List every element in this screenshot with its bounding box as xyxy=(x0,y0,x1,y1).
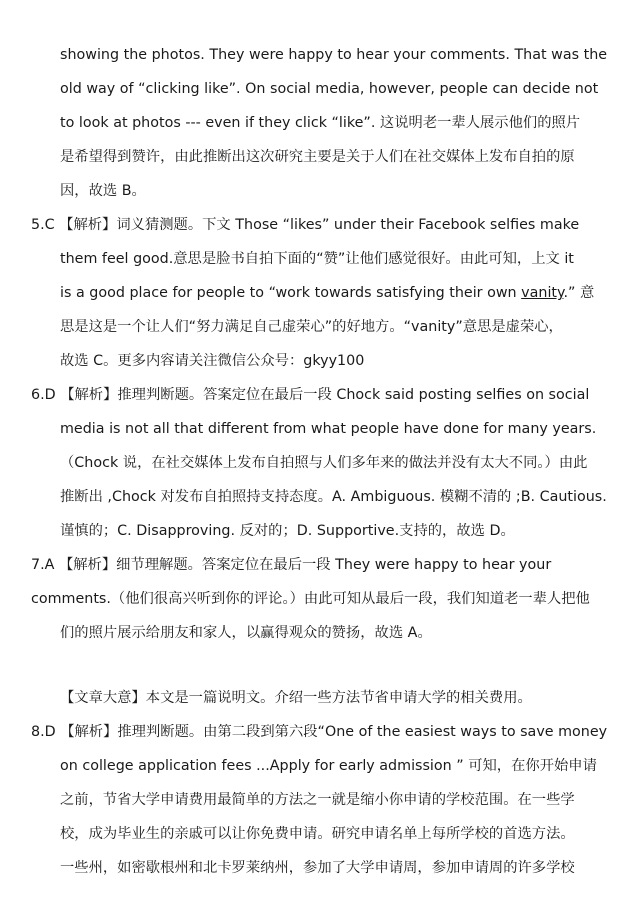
text-segment: .” 意 xyxy=(563,285,595,301)
text-line: showing the photos. They were happy to hear your comments. That was the xyxy=(60,47,608,63)
article-summary: 【文章大意】本文是一篇说明文。介绍一些方法节省申请大学的相关费用。 xyxy=(60,690,532,706)
answer-8-heading: 8.D 【解析】推理判断题。由第二段到第六段“One of the easiest ways to save money xyxy=(31,724,608,740)
text-line: 思是这是一个让人们“努力满足自己虚荣心”的好地方。“vanity”意思是虚荣心， xyxy=(60,319,563,335)
answer-7-heading: 7.A 【解析】细节理解题。答案定位在最后一段 They were happy to hear your xyxy=(31,557,552,573)
text-line: 校，成为毕业生的亲戚可以让你免费申请。研究申请名单上每所学校的首选方法。 xyxy=(60,826,575,842)
underlined-word: vanity xyxy=(521,285,564,301)
text-line: 们的照片展示给朋友和家人，以赢得观众的赞扬，故选 A。 xyxy=(60,625,432,641)
text-line: comments.（他们很高兴听到你的评论。）由此可知从最后一段，我们知道老一辈人把他 xyxy=(31,591,590,607)
text-segment: is a good place for people to “work towards satisfying their own xyxy=(60,285,522,301)
text-line: to look at photos --- even if they click “like”. 这说明老一辈人展示他们的照片 xyxy=(60,115,581,131)
text-line: 推断出 ,Chock 对发布自拍照持支持态度。A. Ambiguous. 模糊不清的 ;B. Cautious. xyxy=(60,489,607,505)
text-line: 谨慎的；C. Disapproving. 反对的；D. Supportive.支持的，故选 D。 xyxy=(60,523,515,539)
text-line: （Chock 说，在社交媒体上发布自拍照与人们多年来的做法并没有太大不同。）由此 xyxy=(60,455,588,471)
text-line: on college application fees ...Apply for early admission ” 可知，在你开始申请 xyxy=(60,758,597,774)
text-line: media is not all that different from what people have done for many years. xyxy=(60,421,597,437)
answer-5-heading: 5.C 【解析】词义猜测题。下文 Those “likes” under their Facebook selfies make xyxy=(31,217,580,233)
text-line: 之前，节省大学申请费用最简单的方法之一就是缩小你申请的学校范围。在一些学 xyxy=(60,792,575,808)
text-line: 故选 C。更多内容请关注微信公众号：gkyy100 xyxy=(60,353,365,369)
text-line: 是希望得到赞许，由此推断出这次研究主要是关于人们在社交媒体上发布自拍的原 xyxy=(60,149,575,165)
answer-6-heading: 6.D 【解析】推理判断题。答案定位在最后一段 Chock said posting selfies on social xyxy=(31,387,590,403)
text-line: old way of “clicking like”. On social media, however, people can decide not xyxy=(60,81,599,97)
text-line: 因，故选 B。 xyxy=(60,183,146,199)
text-line-vanity xyxy=(60,283,594,303)
text-line: 一些州，如密歇根州和北卡罗莱纳州，参加了大学申请周，参加申请周的许多学校 xyxy=(60,860,575,876)
text-line: them feel good.意思是脸书自拍下面的“赞”让他们感觉很好。由此可知，上文 it xyxy=(60,251,574,267)
